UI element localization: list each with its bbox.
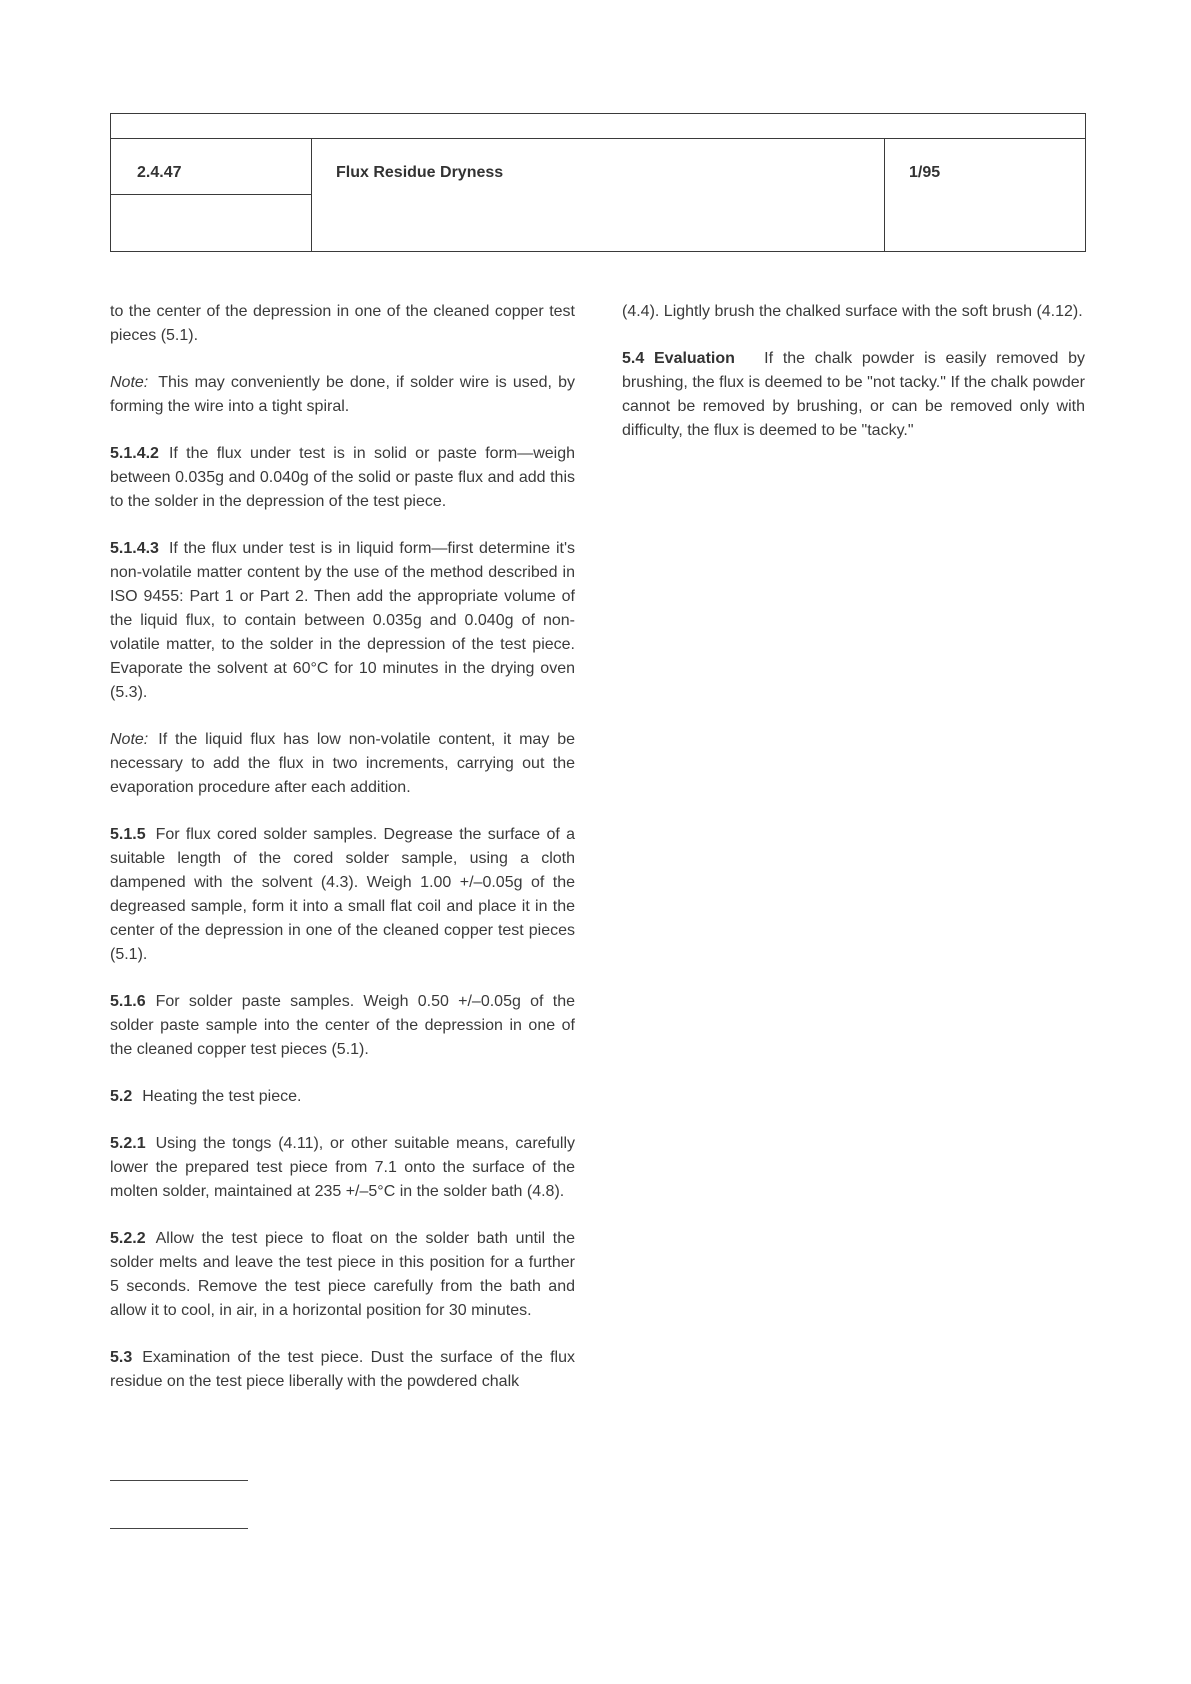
revision-number: 1/95 <box>909 164 941 181</box>
left-column <box>110 300 575 1417</box>
section-number: 5.1.4.2 <box>110 445 159 462</box>
footnote-rule <box>110 1528 248 1529</box>
section-number: 2.4.47 <box>137 164 182 181</box>
section-5-1-4-2 <box>110 442 575 514</box>
right-column <box>622 300 1085 466</box>
section-text: For flux cored solder samples. Degrease the surface of a suitable length of the cored solder sample, using a cloth dampened with the solvent (4.3). Weigh 1.00 +/–0.05g of the degreased sample, form it into a small flat coil and place it in the center of the depression in one of the cleaned copper test pieces (5.1). <box>110 826 575 963</box>
note <box>110 728 575 800</box>
footnote-rule <box>110 1480 248 1481</box>
section-heading: 5.4 Evaluation <box>622 350 735 367</box>
note-text: This may conveniently be done, if solder wire is used, by forming the wire into a tight spiral. <box>110 374 575 415</box>
section-5-4 <box>622 347 1085 443</box>
header-top-bar <box>111 114 1085 139</box>
header-table <box>110 113 1086 252</box>
page-title: Flux Residue Dryness <box>336 164 504 181</box>
section-5-1-4-3 <box>110 537 575 705</box>
section-5-1-6 <box>110 990 575 1062</box>
section-text: Using the tongs (4.11), or other suitable means, carefully lower the prepared test piece from 7.1 onto the surface of the molten solder, maintained at 235 +/–5°C in the solder bath (4.8). <box>110 1135 575 1200</box>
paragraph: (4.4). Lightly brush the chalked surface with the soft brush (4.12). <box>622 303 1083 320</box>
section-text: If the flux under test is in liquid form—first determine it's non-volatile matter content by the use of the method described in ISO 9455: Part 1 or Part 2. Then add the appropriate volume of the liquid flux, to contain between 0.035g and 0.040g of non-volatile matter, to the solder in the depression of the test piece. Evaporate the solvent at 60°C for 10 minutes in the drying oven (5.3). <box>110 540 575 701</box>
section-5-1-5 <box>110 823 575 967</box>
section-5-2 <box>110 1085 575 1109</box>
section-number: 5.3 <box>110 1349 133 1366</box>
section-number: 5.1.6 <box>110 993 146 1010</box>
section-text: Examination of the test piece. Dust the surface of the flux residue on the test piece liberally with the powdered chalk <box>110 1349 575 1390</box>
note-label: Note: <box>110 374 149 391</box>
section-text: If the chalk powder is easily removed by brushing, the flux is deemed to be "not tacky." If the chalk powder cannot be removed by brushing, or can be removed only with difficulty, the flux is deemed to be "tacky." <box>622 350 1086 439</box>
section-5-2-2 <box>110 1227 575 1323</box>
section-number: 5.2 <box>110 1088 133 1105</box>
section-text: Heating the test piece. <box>142 1088 302 1105</box>
section-number: 5.1.4.3 <box>110 540 159 557</box>
section-text: For solder paste samples. Weigh 0.50 +/–0.05g of the solder paste sample into the center of the depression in one of the cleaned copper test pieces (5.1). <box>110 993 575 1058</box>
section-text: Allow the test piece to float on the solder bath until the solder melts and leave the test piece in this position for a further 5 seconds. Remove the test piece carefully from the bath and allow it to cool, in air, in a horizontal position for 30 minutes. <box>110 1230 575 1319</box>
section-number: 5.2.1 <box>110 1135 146 1152</box>
section-text: If the flux under test is in solid or paste form—weigh between 0.035g and 0.040g of the solid or paste flux and add this to the solder in the depression of the test piece. <box>110 445 575 510</box>
note-text: If the liquid flux has low non-volatile content, it may be necessary to add the flux in two increments, carrying out the evaporation procedure after each addition. <box>110 731 575 796</box>
section-number: 5.2.2 <box>110 1230 146 1247</box>
section-5-3 <box>110 1346 575 1394</box>
header-divider <box>884 138 885 251</box>
header-divider <box>111 194 311 195</box>
note-label: Note: <box>110 731 149 748</box>
note <box>110 371 575 419</box>
section-5-2-1 <box>110 1132 575 1204</box>
paragraph: to the center of the depression in one of the cleaned copper test pieces (5.1). <box>110 303 575 344</box>
section-number: 5.1.5 <box>110 826 146 843</box>
header-divider <box>311 138 312 251</box>
